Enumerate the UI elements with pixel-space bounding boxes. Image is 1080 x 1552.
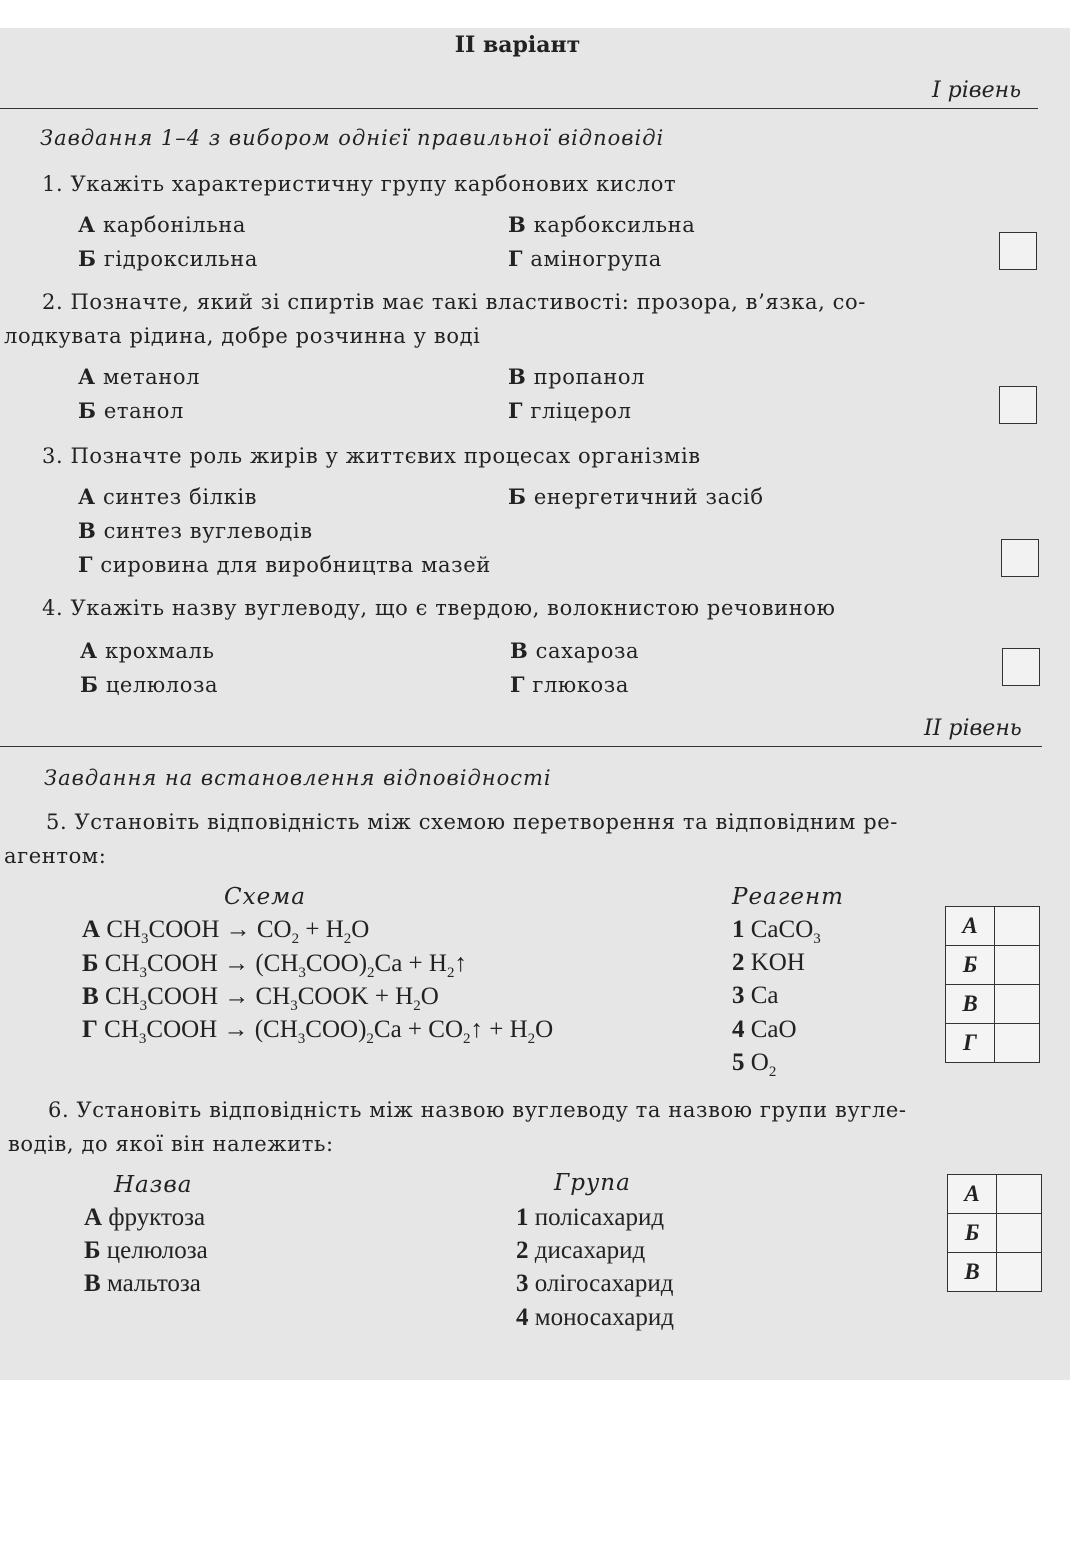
reagent-3: 3 Ca [732,982,779,1009]
section-2-heading: Завдання на встановлення відповідності [44,766,552,790]
q3-option-b: Б енергетичний засіб [508,484,764,509]
question-1-text: 1. Укажіть характеристичну групу карбонових кислот [42,172,677,196]
q4-option-a: А крохмаль [80,638,215,663]
question-6-line-2: водів, до якої він належить: [8,1132,334,1156]
grid-letter: Г [946,1024,995,1063]
answer-cell[interactable] [995,946,1040,985]
grid-letter: В [948,1253,997,1292]
question-3-text: 3. Позначте роль жирів у життєвих процесах організмів [42,444,701,468]
level-1-label: I рівень [932,78,1022,103]
q3-option-a: А синтез білків [78,484,258,509]
q2-option-b: Б етанол [78,398,184,423]
grid-letter: А [948,1175,997,1214]
group-1: 1 полісахарид [516,1204,665,1231]
q1-option-g: Г аміногрупа [508,246,662,271]
schema-column-header: Схема [224,884,306,910]
question-2-line-2: лодкувата рідина, добре розчинна у воді [4,324,481,348]
q4-option-g: Г глюкоза [510,672,629,697]
grid-letter: В [946,985,995,1024]
q4-option-b: Б целюлоза [80,672,219,697]
answer-cell[interactable] [995,907,1040,946]
q3-option-v: В синтез вуглеводів [78,518,313,543]
question-5-line-2: агентом: [4,844,107,868]
group-4: 4 моносахарид [516,1304,674,1331]
q1-option-v: В карбоксильна [508,212,696,237]
q6-answer-grid [947,1174,1042,1292]
page-title: II варіант [454,32,581,58]
group-column-header: Група [554,1170,631,1196]
answer-cell[interactable] [997,1214,1042,1253]
q2-option-v: В пропанол [508,364,646,389]
q3-answer-box[interactable] [1001,539,1039,577]
q2-option-g: Г гліцерол [508,398,632,423]
group-2: 2 дисахарид [516,1237,646,1264]
section-1-heading: Завдання 1–4 з вибором однієї правильної відповіді [40,126,665,150]
q4-answer-box[interactable] [1002,648,1040,686]
divider [0,108,1038,109]
reagent-5: 5 $O_2$ [732,1049,777,1080]
grid-letter: Б [948,1214,997,1253]
level-2-label: II рівень [924,716,1022,741]
answer-cell[interactable] [995,1024,1040,1063]
group-3: 3 олігосахарид [516,1270,674,1297]
q5-answer-grid [945,906,1040,1063]
question-5-line-1: 5. Установіть відповідність між схемою перетворення та відповідним ре- [46,810,899,834]
carb-name-a: А фруктоза [84,1204,206,1231]
q1-option-b: Б гідроксильна [78,246,258,271]
grid-letter: А [946,907,995,946]
q4-option-v: В сахароза [510,638,640,663]
worksheet [0,28,1070,1380]
carb-name-v: В мальтоза [84,1270,201,1297]
answer-cell[interactable] [997,1175,1042,1214]
carb-name-b: Б целюлоза [84,1237,208,1264]
q1-option-a: А карбонільна [78,212,246,237]
q2-option-a: А метанол [78,364,201,389]
scheme-v: В $CH_3COOH$ → $CH_3COOK + H_2O$ [82,983,439,1014]
answer-cell[interactable] [997,1253,1042,1292]
reagent-1: 1 CaCO$_3$ [732,916,821,947]
divider [0,746,1042,747]
q3-option-g: Г сировина для виробництва мазей [78,552,491,577]
scheme-a: А $CH_3COOH \to CO_2 + H_2O$ [82,916,370,947]
question-2-line-1: 2. Позначте, який зі спиртів має такі властивості: прозора, в’язка, со- [42,290,866,314]
scheme-b: Б $CH_3COOH \to (CH_3COO)_2Ca$ + $H_2↑$ [82,950,467,981]
scheme-g: Г $CH_3COOH \to (CH_3COO)_2Ca$ + $CO_2↑ + H_2O$ [82,1016,554,1047]
grid-letter: Б [946,946,995,985]
reagent-4: 4 CaO [732,1016,797,1043]
name-column-header: Назва [114,1172,193,1198]
q2-answer-box[interactable] [999,386,1037,424]
reagent-2: 2 KOH [732,949,805,976]
q1-answer-box[interactable] [999,232,1037,270]
question-6-line-1: 6. Установіть відповідність між назвою вуглеводу та назвою групи вугле- [48,1098,907,1122]
question-4-text: 4. Укажіть назву вуглеводу, що є твердою, волокнистою речовиною [42,596,836,620]
answer-cell[interactable] [995,985,1040,1024]
reagent-column-header: Реагент [732,884,844,910]
